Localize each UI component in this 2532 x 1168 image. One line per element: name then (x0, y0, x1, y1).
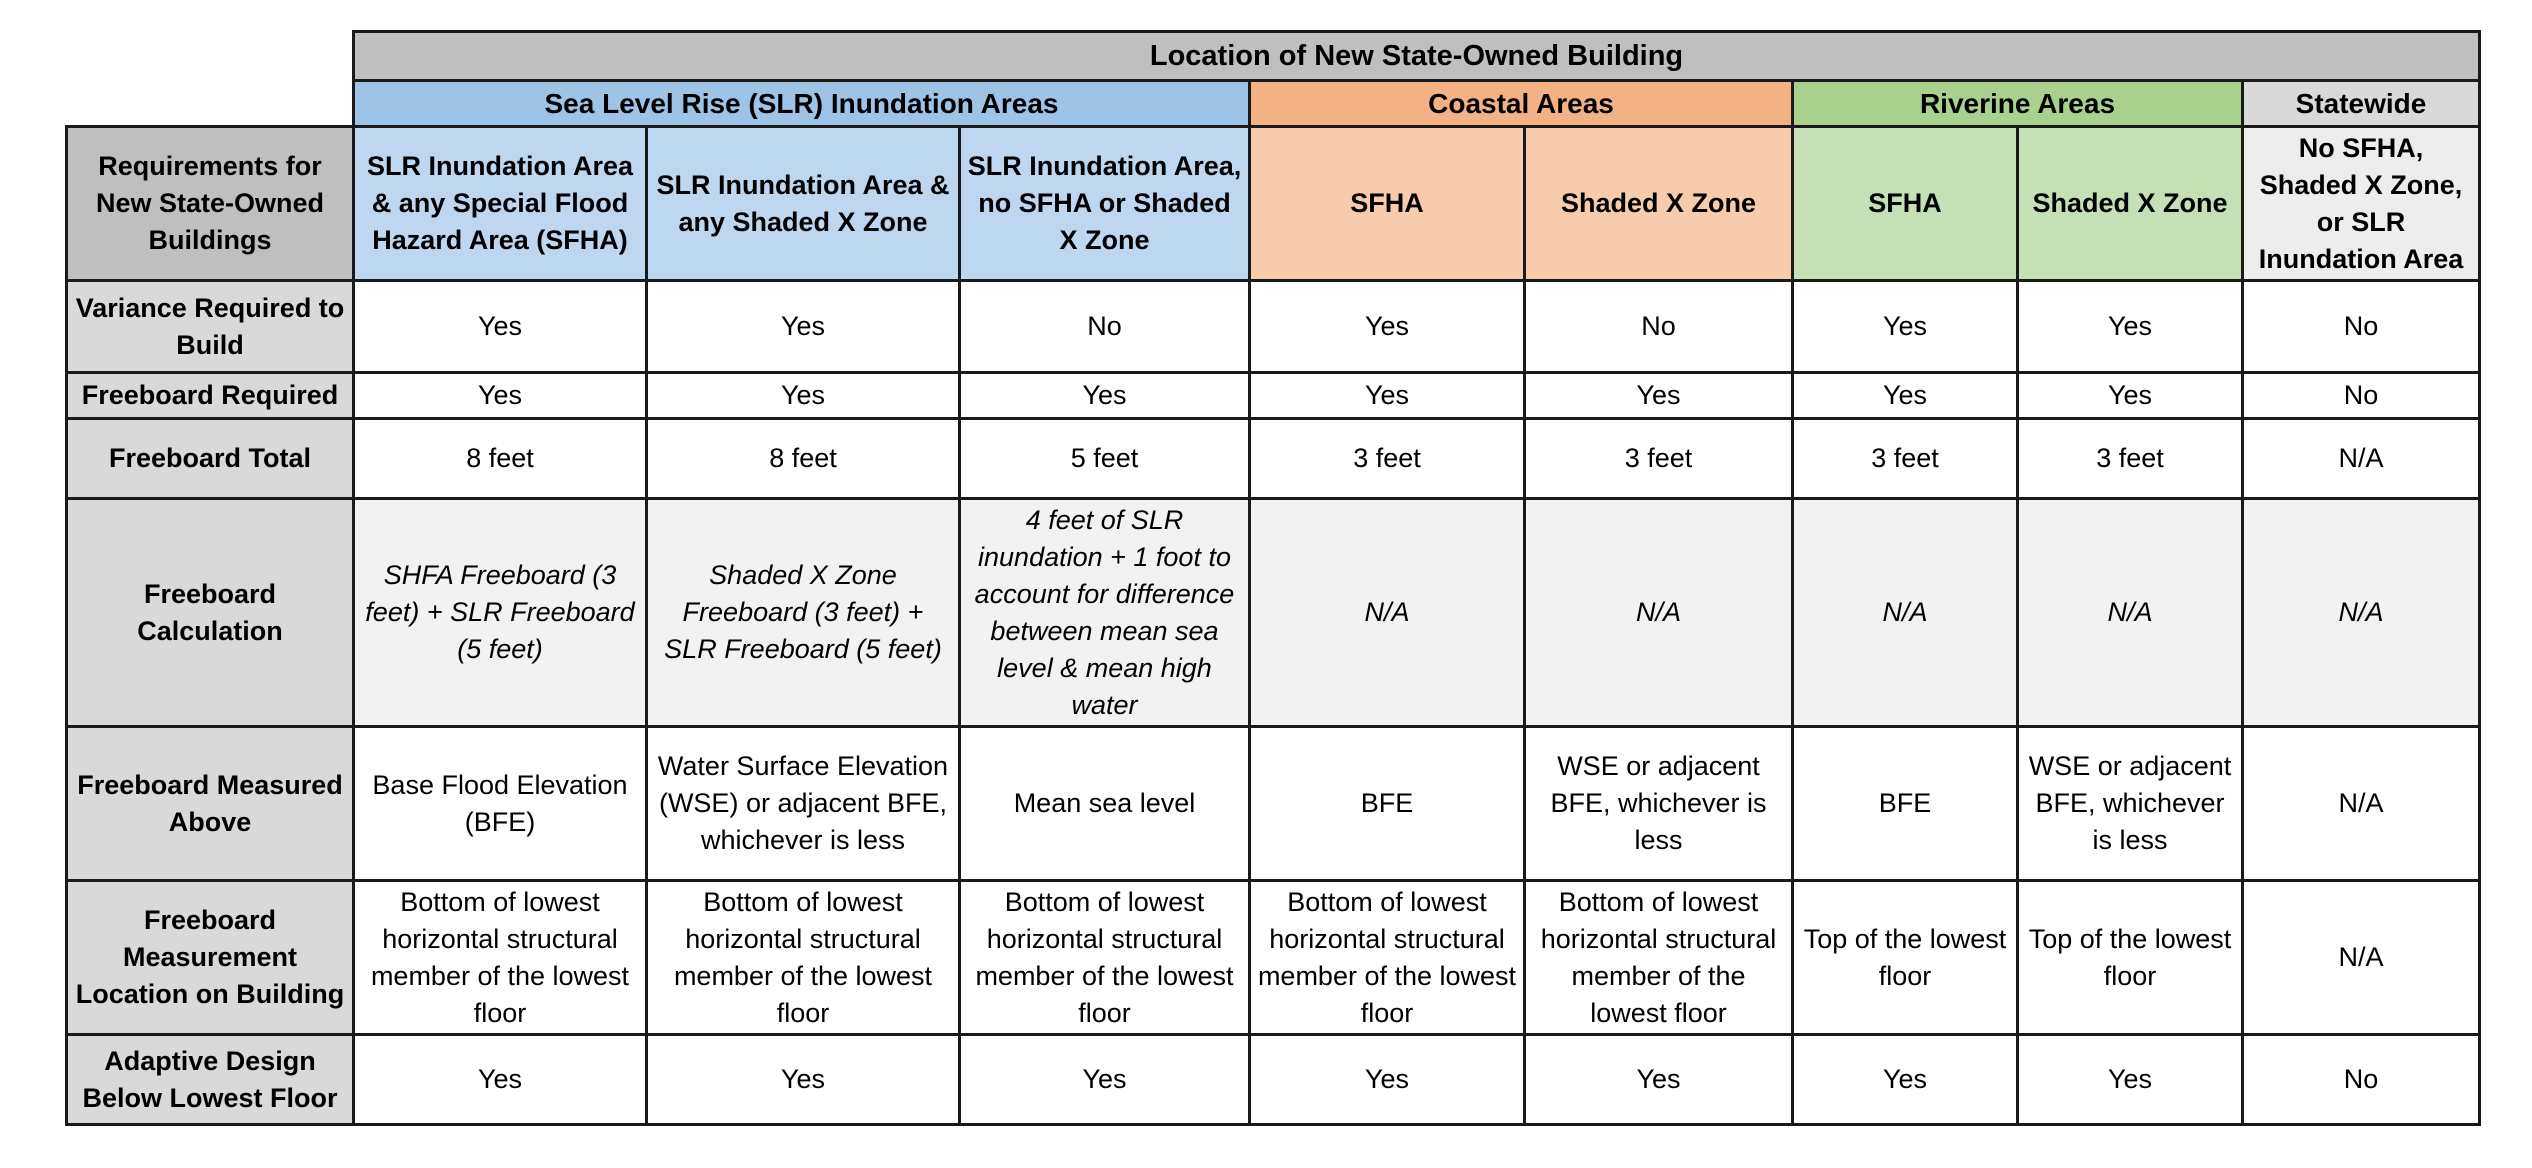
row-label: Freeboard Required (67, 373, 354, 419)
table-cell: Base Flood Elevation (BFE) (354, 727, 647, 881)
requirements-table-container (65, 30, 2481, 1126)
table-cell: Yes (960, 1035, 1250, 1125)
table-cell: Yes (960, 373, 1250, 419)
column-header-row (67, 127, 2480, 281)
column-header: SFHA (1793, 127, 2018, 281)
column-header: Shaded X Zone (2018, 127, 2243, 281)
requirements-table (65, 30, 2481, 1126)
group-header-slr: Sea Level Rise (SLR) Inundation Areas (354, 81, 1250, 127)
column-header: No SFHA, Shaded X Zone, or SLR Inundation Area (2243, 127, 2480, 281)
table-cell: Yes (1525, 373, 1793, 419)
table-row (67, 727, 2480, 881)
table-cell: Yes (647, 281, 960, 373)
blank-corner-mid (67, 81, 354, 127)
table-row (67, 419, 2480, 499)
table-row (67, 499, 2480, 727)
row-label: Freeboard Total (67, 419, 354, 499)
table-cell: Yes (647, 373, 960, 419)
table-cell: WSE or adjacent BFE, whichever is less (1525, 727, 1793, 881)
table-row (67, 1035, 2480, 1125)
table-cell: Yes (1793, 1035, 2018, 1125)
column-header: SLR Inundation Area, no SFHA or Shaded X Zone (960, 127, 1250, 281)
table-cell: 3 feet (1525, 419, 1793, 499)
table-cell: Bottom of lowest horizontal structural member of the lowest floor (354, 881, 647, 1035)
table-cell: Bottom of lowest horizontal structural member of the lowest floor (960, 881, 1250, 1035)
group-header-riverine: Riverine Areas (1793, 81, 2243, 127)
column-header: Shaded X Zone (1525, 127, 1793, 281)
group-header-row (67, 81, 2480, 127)
blank-corner-top (67, 32, 354, 81)
row-label: Freeboard Measurement Location on Building (67, 881, 354, 1035)
column-header: SFHA (1250, 127, 1525, 281)
table-cell: Yes (1250, 281, 1525, 373)
table-cell: Shaded X Zone Freeboard (3 feet) + SLR Freeboard (5 feet) (647, 499, 960, 727)
table-cell: N/A (1525, 499, 1793, 727)
table-cell: 3 feet (1250, 419, 1525, 499)
table-cell: N/A (2243, 727, 2480, 881)
table-title: Location of New State-Owned Building (354, 32, 2480, 81)
row-label: Variance Required to Build (67, 281, 354, 373)
row-label: Freeboard Calculation (67, 499, 354, 727)
table-row (67, 373, 2480, 419)
table-cell: Bottom of lowest horizontal structural member of the lowest floor (1525, 881, 1793, 1035)
corner-label: Requirements for New State-Owned Buildings (67, 127, 354, 281)
group-header-coastal: Coastal Areas (1250, 81, 1793, 127)
table-cell: 8 feet (354, 419, 647, 499)
table-cell: 3 feet (2018, 419, 2243, 499)
table-cell: Yes (2018, 1035, 2243, 1125)
table-cell: Bottom of lowest horizontal structural member of the lowest floor (647, 881, 960, 1035)
table-cell: Yes (354, 1035, 647, 1125)
table-cell: 3 feet (1793, 419, 2018, 499)
table-cell: Yes (647, 1035, 960, 1125)
table-row (67, 281, 2480, 373)
table-cell: Yes (354, 281, 647, 373)
table-cell: BFE (1250, 727, 1525, 881)
table-cell: Mean sea level (960, 727, 1250, 881)
table-cell: No (960, 281, 1250, 373)
row-label: Freeboard Measured Above (67, 727, 354, 881)
table-cell: N/A (2243, 499, 2480, 727)
table-cell: N/A (1250, 499, 1525, 727)
table-cell: Water Surface Elevation (WSE) or adjacent BFE, whichever is less (647, 727, 960, 881)
table-cell: 5 feet (960, 419, 1250, 499)
table-cell: WSE or adjacent BFE, whichever is less (2018, 727, 2243, 881)
table-cell: No (2243, 373, 2480, 419)
table-cell: Top of the lowest floor (2018, 881, 2243, 1035)
table-cell: N/A (2243, 419, 2480, 499)
table-cell: Yes (2018, 373, 2243, 419)
table-cell: Top of the lowest floor (1793, 881, 2018, 1035)
group-header-statewide: Statewide (2243, 81, 2480, 127)
table-cell: 4 feet of SLR inundation + 1 foot to account for difference between mean sea level & mean high water (960, 499, 1250, 727)
table-cell: SHFA Freeboard (3 feet) + SLR Freeboard (5 feet) (354, 499, 647, 727)
table-cell: BFE (1793, 727, 2018, 881)
table-cell: N/A (2018, 499, 2243, 727)
table-cell: Yes (1525, 1035, 1793, 1125)
table-cell: Yes (1250, 1035, 1525, 1125)
table-cell: No (2243, 1035, 2480, 1125)
table-cell: Yes (2018, 281, 2243, 373)
title-row (67, 32, 2480, 81)
column-header: SLR Inundation Area & any Shaded X Zone (647, 127, 960, 281)
table-cell: Bottom of lowest horizontal structural member of the lowest floor (1250, 881, 1525, 1035)
table-cell: 8 feet (647, 419, 960, 499)
table-cell: N/A (2243, 881, 2480, 1035)
table-cell: Yes (354, 373, 647, 419)
table-cell: No (2243, 281, 2480, 373)
column-header: SLR Inundation Area & any Special Flood Hazard Area (SFHA) (354, 127, 647, 281)
table-cell: Yes (1250, 373, 1525, 419)
table-row (67, 881, 2480, 1035)
table-cell: Yes (1793, 373, 2018, 419)
row-label: Adaptive Design Below Lowest Floor (67, 1035, 354, 1125)
table-cell: No (1525, 281, 1793, 373)
table-cell: N/A (1793, 499, 2018, 727)
table-cell: Yes (1793, 281, 2018, 373)
